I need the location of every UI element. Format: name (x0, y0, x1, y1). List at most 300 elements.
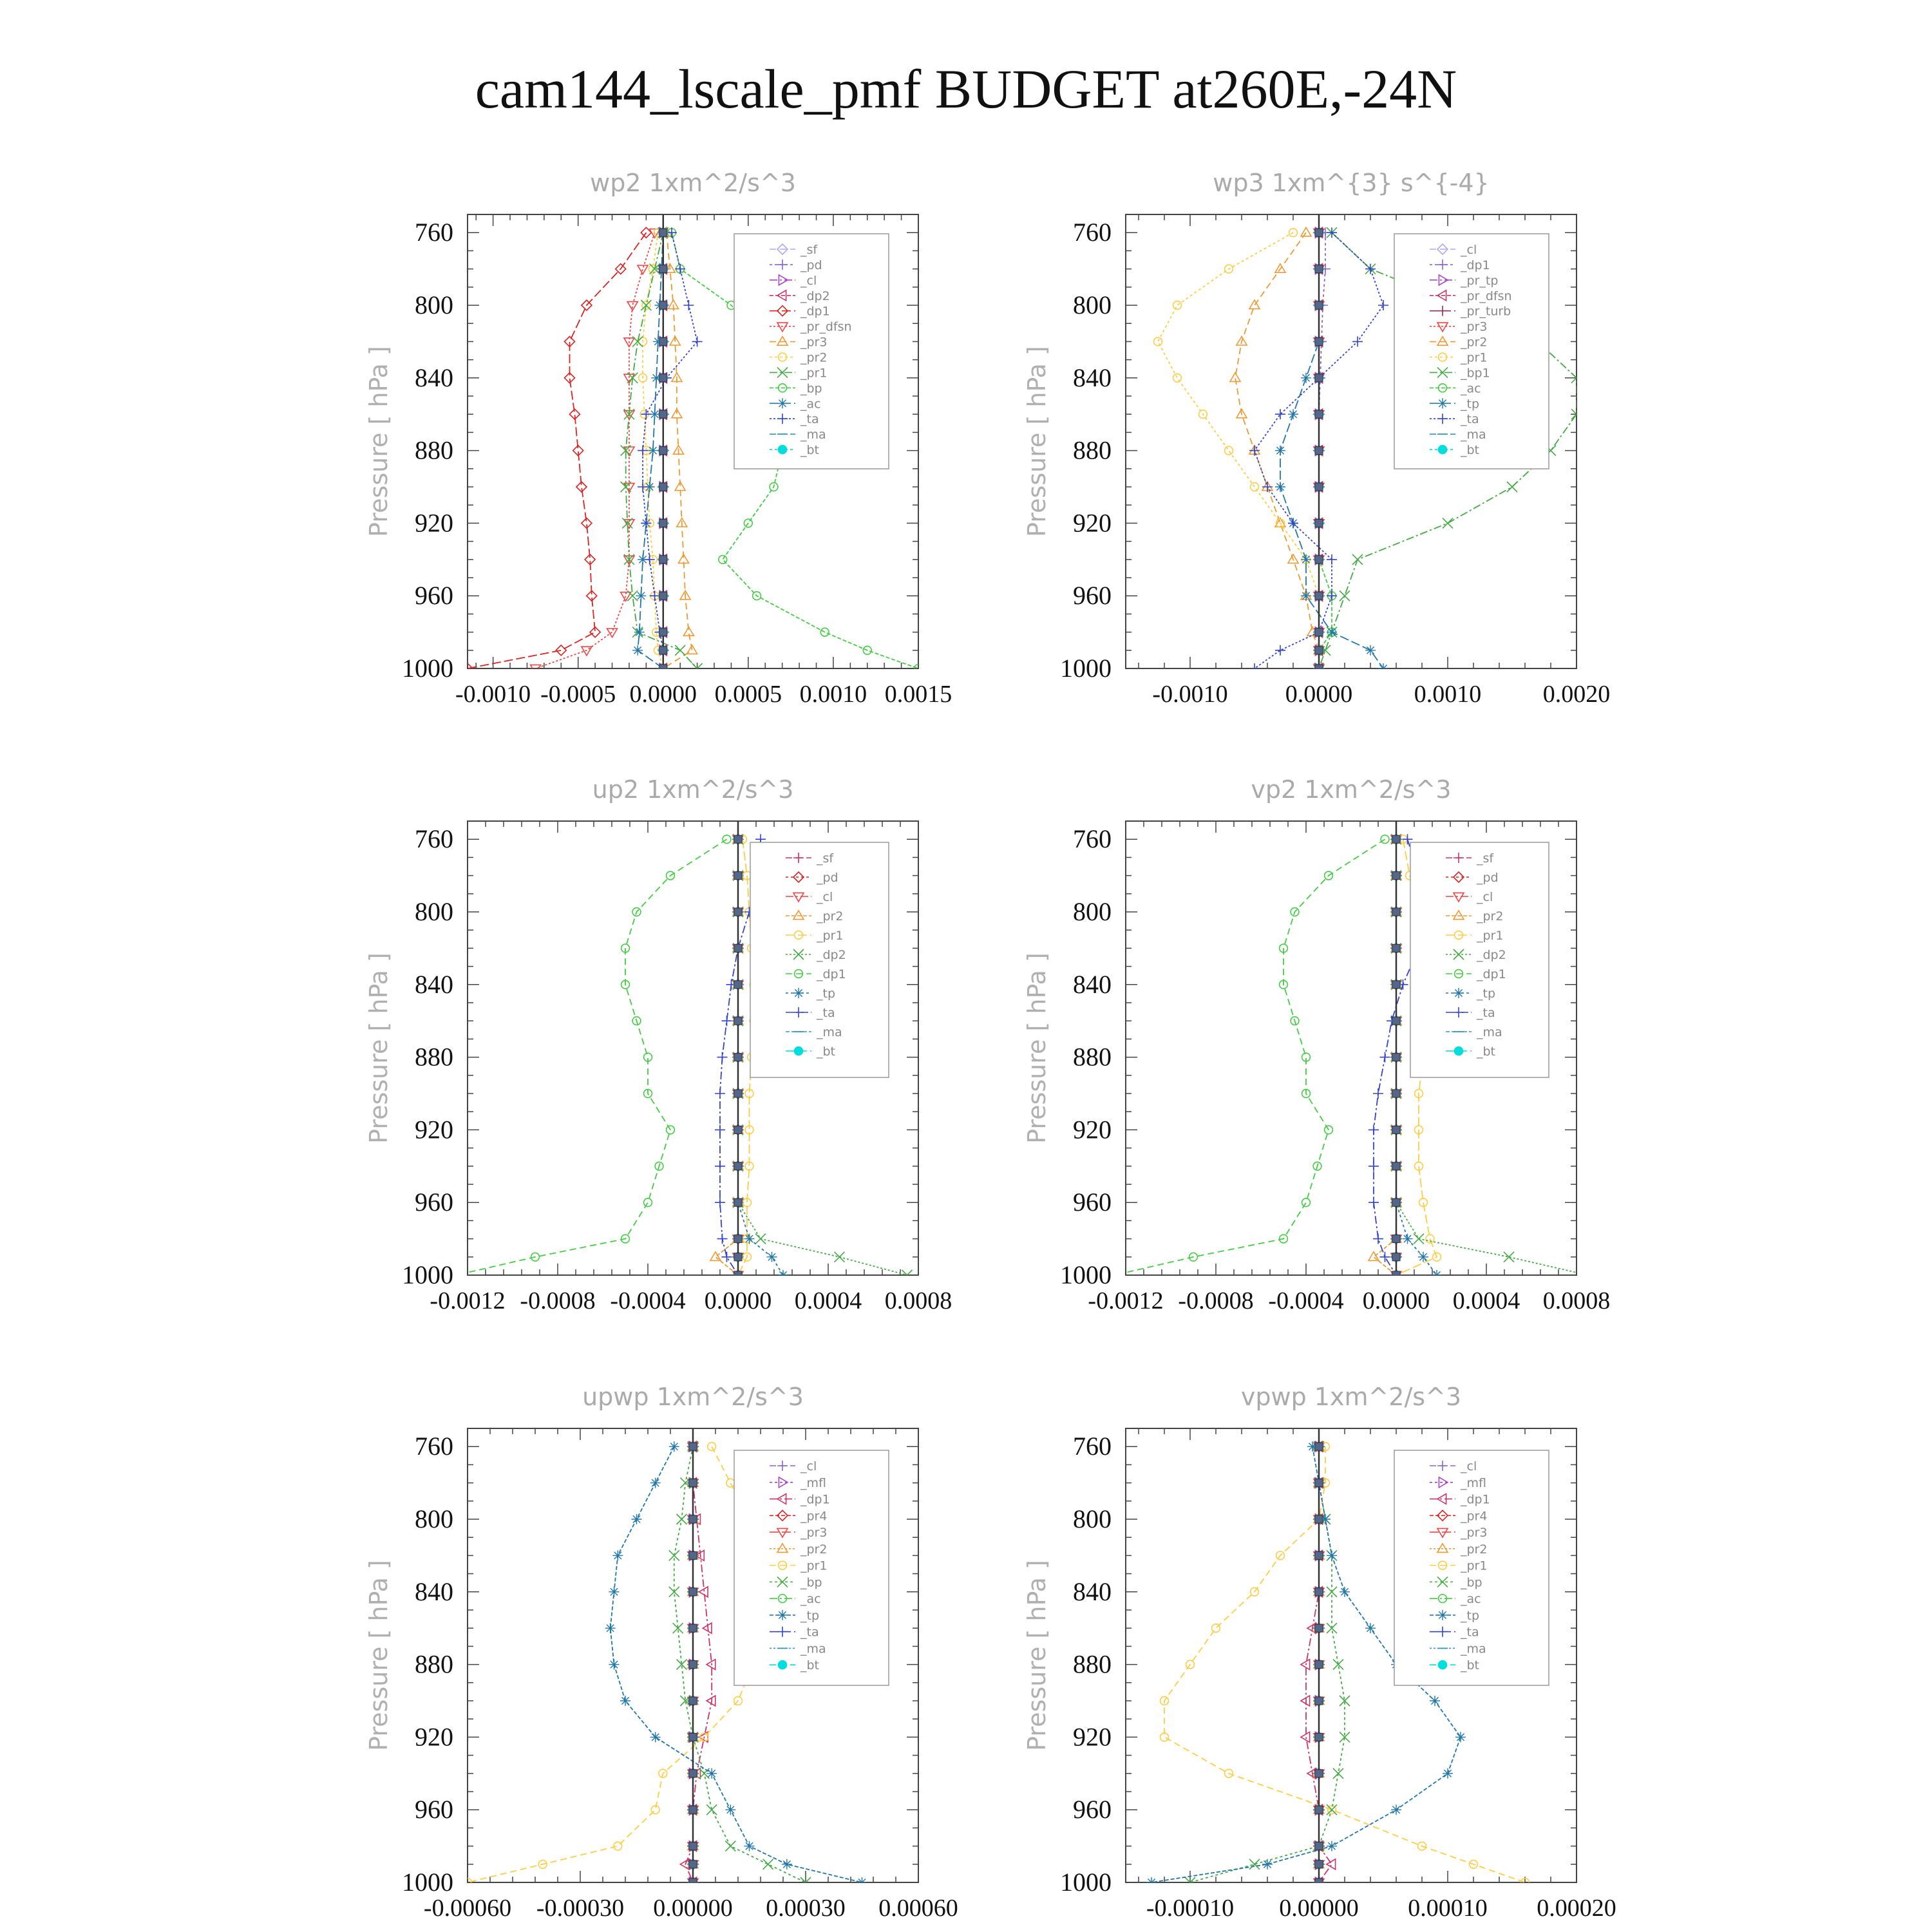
legend-label: _pr3 (800, 1526, 828, 1540)
data-point-ta (715, 1161, 725, 1171)
y-tick-label: 800 (1073, 1504, 1112, 1533)
y-tick-label: 960 (1073, 1795, 1112, 1824)
data-point-ta (1368, 1197, 1379, 1208)
x-tick-label: -0.0010 (1152, 681, 1228, 708)
x-tick-label: -0.0008 (520, 1287, 596, 1314)
data-point-tp (650, 1732, 661, 1742)
data-point-dp2 (835, 1252, 845, 1262)
data-point-bt-marker (734, 1126, 742, 1133)
y-tick-label: 840 (1073, 363, 1112, 392)
legend-label: _pr1 (1461, 1558, 1488, 1573)
legend (1394, 1450, 1549, 1685)
data-point-bt-marker (689, 1879, 697, 1886)
data-point-bp (725, 1841, 735, 1852)
legend-label: _pr4 (800, 1509, 828, 1524)
data-point-bt-marker (659, 556, 667, 564)
chart-panel-up2 (365, 775, 952, 1314)
legend-label: _pr4 (1461, 1509, 1488, 1524)
legend-label: _dp1 (1461, 258, 1490, 272)
x-tick-label: 0.0015 (884, 681, 952, 708)
data-point-pr2 (1301, 227, 1311, 236)
data-point-dp1 (706, 1660, 715, 1670)
x-tick-label: 0.0020 (1542, 681, 1611, 708)
data-point-tp (1146, 1877, 1157, 1888)
y-tick-label: 880 (1073, 435, 1112, 465)
legend-label: _bt (800, 1658, 820, 1673)
legend-label: _ac (1461, 381, 1481, 396)
legend-label: _mfl (800, 1475, 826, 1490)
data-point-bt-marker (1315, 483, 1323, 491)
x-tick-label: 0.0010 (799, 681, 867, 708)
series-line-dp1 (1115, 839, 1385, 1275)
y-tick-label: 960 (415, 1188, 453, 1217)
legend-label: _ma (1461, 428, 1486, 442)
x-tick-label: 0.0010 (1414, 681, 1482, 708)
legend-marker (777, 398, 788, 408)
legend-label: _pr3 (800, 335, 828, 350)
y-tick-label: 920 (1073, 1115, 1112, 1144)
series-line-pr_dfsn (536, 232, 655, 668)
data-point-bt-marker (734, 1162, 742, 1170)
data-point-ta (1368, 1161, 1379, 1171)
data-point-bt-marker (734, 1271, 742, 1279)
data-point-bt-marker (1315, 229, 1323, 236)
data-point-bt-marker (734, 1198, 742, 1206)
data-point-bt-marker (734, 908, 742, 916)
data-point-pr_dfsn (531, 665, 541, 674)
data-point-bt-marker (1315, 1879, 1323, 1886)
data-point-bt-marker (1315, 447, 1323, 455)
data-point-tp (605, 1623, 616, 1633)
legend-label: _pr2 (1461, 335, 1488, 350)
data-point-bt-marker (1315, 1842, 1323, 1850)
y-tick-label: 760 (1073, 218, 1112, 247)
data-point-bt-marker (689, 1733, 697, 1741)
data-point-bt-marker (1315, 665, 1323, 672)
data-point-bt-marker (1392, 908, 1400, 916)
y-axis-label: Pressure [ hPa ] (1023, 1560, 1051, 1751)
legend-label: _bt (1461, 1658, 1480, 1673)
data-point-bt-marker (659, 265, 667, 273)
data-point-pr1 (1173, 374, 1182, 382)
y-tick-label: 1000 (402, 654, 453, 683)
y-tick-label: 840 (1073, 1577, 1112, 1606)
data-point-ac (634, 627, 645, 638)
series-line-dp1 (468, 232, 646, 668)
legend-label: _bp (800, 1575, 822, 1590)
data-point-tp (669, 1441, 679, 1452)
data-point-dp2 (1583, 1270, 1593, 1280)
data-point-tp (1443, 1768, 1453, 1779)
legend-label: _cl (1461, 1459, 1477, 1473)
y-tick-label: 920 (1073, 508, 1112, 538)
data-point-bt-marker (734, 1054, 742, 1061)
x-tick-label: -0.00030 (536, 1895, 625, 1922)
data-point-dp1 (644, 1198, 652, 1207)
y-axis-label: Pressure [ hPa ] (1023, 346, 1051, 537)
data-point-bt-marker (1315, 1806, 1323, 1814)
data-point-bt-marker (1315, 1733, 1323, 1741)
data-point-bt-marker (734, 1090, 742, 1097)
data-point-tp (1430, 1696, 1440, 1706)
data-point-tp (1391, 1804, 1401, 1815)
panel-title: vp2 1xm^2/s^3 (1251, 775, 1452, 804)
data-point-bt-marker (659, 483, 667, 491)
data-point-bt-marker (1392, 872, 1400, 880)
data-point-bp (1249, 1859, 1260, 1870)
data-point-ac (636, 591, 646, 601)
data-point-pr1 (1212, 1624, 1220, 1633)
legend-label: _pr_turb (1461, 304, 1511, 319)
legend-label: _pr2 (1461, 1542, 1488, 1557)
data-point-bt-marker (1315, 374, 1323, 382)
series-line-dp1 (457, 839, 727, 1275)
data-point-dp1 (699, 1587, 708, 1597)
data-point-bt-marker (1392, 1198, 1400, 1206)
data-point-bt-marker (1315, 1770, 1323, 1777)
data-point-pr1 (614, 1842, 622, 1850)
y-tick-label: 1000 (1060, 1868, 1112, 1897)
data-point-bt-marker (1315, 1551, 1323, 1559)
legend-label: _pr3 (1461, 1526, 1488, 1540)
legend (1410, 842, 1549, 1077)
data-point-dp2 (1504, 1252, 1514, 1262)
data-point-dp1 (1301, 1660, 1310, 1670)
legend-label: _tp (800, 1608, 820, 1623)
data-point-bt-marker (689, 1661, 697, 1669)
legend-label: _dp2 (1477, 948, 1506, 962)
x-tick-label: -0.00010 (1146, 1895, 1235, 1922)
y-tick-label: 960 (1073, 581, 1112, 611)
legend-label: _bt (1461, 443, 1480, 458)
data-point-tp (1327, 1841, 1337, 1852)
y-tick-label: 760 (1073, 824, 1112, 854)
legend-label: _bt (800, 443, 820, 458)
data-point-bt-marker (1392, 1235, 1400, 1243)
legend-label: _pr1 (1477, 929, 1504, 943)
legend-label: _pr3 (1461, 319, 1488, 334)
data-point-tp (1301, 591, 1311, 601)
legend-marker (794, 1046, 803, 1056)
data-point-tp (782, 1859, 792, 1870)
y-tick-label: 840 (415, 1577, 453, 1606)
data-point-tp (1262, 1859, 1273, 1870)
x-tick-label: -0.0004 (610, 1287, 686, 1314)
legend-label: _ma (1477, 1025, 1502, 1039)
data-point-bt-marker (1392, 1126, 1400, 1133)
data-point-bt-marker (659, 665, 667, 672)
legend-label: _ac (1461, 1592, 1481, 1607)
legend-label: _ma (800, 428, 826, 442)
chart-panel-wp2 (365, 169, 952, 708)
data-point-bt-marker (1392, 835, 1400, 843)
x-tick-label: 0.0000 (629, 681, 697, 708)
x-tick-label: 0.0008 (884, 1287, 952, 1314)
data-point-bt-marker (1392, 1253, 1400, 1261)
legend-marker (1438, 445, 1447, 454)
data-point-bt-marker (734, 835, 742, 843)
legend-label: _dp1 (1477, 967, 1506, 981)
legend-label: _pr1 (800, 1558, 828, 1573)
data-point-bp (719, 555, 727, 564)
data-point-bt-marker (1315, 1588, 1323, 1596)
y-tick-label: 1000 (1060, 654, 1112, 683)
data-point-bt-marker (689, 1479, 697, 1487)
data-point-tp (1301, 373, 1311, 383)
legend-label: _cl (1477, 890, 1493, 904)
x-tick-label: 0.00000 (1279, 1895, 1359, 1922)
figure-title: cam144_lscale_pmf BUDGET at260E,-24N (475, 58, 1457, 120)
data-point-dp1 (452, 1271, 460, 1280)
data-point-tp (1378, 663, 1388, 674)
x-tick-label: 0.0004 (794, 1287, 862, 1314)
data-point-bt-marker (659, 592, 667, 600)
x-tick-label: 0.0000 (704, 1287, 772, 1314)
data-point-ta (1249, 663, 1260, 674)
x-tick-label: 0.0005 (714, 681, 782, 708)
data-point-bt-marker (1315, 301, 1323, 309)
data-point-ta (1275, 645, 1285, 656)
y-tick-label: 840 (1073, 969, 1112, 999)
data-point-bt-marker (734, 1235, 742, 1243)
chart-panel-vp2 (1023, 775, 1610, 1314)
data-point-dp1 (1302, 1198, 1311, 1207)
data-point-pr_dfsn (607, 629, 618, 638)
data-point-tp (778, 1270, 788, 1280)
data-point-ta (715, 1124, 725, 1135)
x-tick-label: 0.00020 (1537, 1895, 1616, 1922)
data-point-bp1 (1443, 518, 1453, 528)
legend-marker (778, 1660, 787, 1669)
data-point-bp (677, 1514, 687, 1524)
data-point-bt-marker (689, 1842, 697, 1850)
data-point-ac (648, 446, 658, 456)
y-tick-label: 920 (1073, 1722, 1112, 1752)
y-axis-label: Pressure [ hPa ] (365, 346, 393, 537)
data-point-bt-marker (659, 229, 667, 236)
data-point-bt-marker (659, 337, 667, 345)
legend (750, 842, 889, 1077)
legend-label: _pr_dfsn (1461, 289, 1512, 303)
y-tick-label: 880 (415, 1042, 453, 1072)
data-point-pr1 (726, 1479, 735, 1487)
x-tick-label: -0.0008 (1178, 1287, 1254, 1314)
panel-title: wp2 1xm^2/s^3 (590, 169, 796, 197)
x-tick-label: 0.00060 (878, 1895, 958, 1922)
data-point-bt-marker (734, 872, 742, 880)
legend-label: _ma (817, 1025, 842, 1039)
data-point-tp (725, 1804, 735, 1815)
data-point-ta (675, 264, 685, 274)
x-tick-label: -0.0010 (455, 681, 531, 708)
data-point-ta (715, 1088, 725, 1099)
data-point-tp (1340, 1587, 1350, 1597)
legend-label: _tp (1461, 397, 1480, 412)
chart-panel-wp3 (1023, 169, 1610, 708)
y-axis-label: Pressure [ hPa ] (365, 952, 393, 1144)
legend-marker (778, 445, 787, 454)
data-point-bt-marker (1315, 1624, 1323, 1632)
data-point-tp (609, 1587, 620, 1597)
data-point-bp (1333, 1660, 1343, 1670)
data-point-ta (717, 1234, 728, 1244)
data-point-bt-marker (1392, 944, 1400, 952)
legend-label: _cl (1461, 243, 1477, 257)
legend-label: _pd (817, 871, 838, 885)
legend-label: _dp2 (817, 948, 846, 962)
data-point-bt-marker (1315, 1443, 1323, 1450)
y-tick-label: 920 (415, 508, 453, 538)
data-point-bt-marker (689, 1624, 697, 1632)
y-tick-label: 960 (415, 581, 453, 611)
data-point-ac (632, 645, 643, 656)
data-point-bt-marker (689, 1770, 697, 1777)
legend-label: _bp (800, 381, 822, 396)
y-tick-label: 960 (415, 1795, 453, 1824)
y-tick-label: 1000 (402, 1868, 453, 1897)
data-point-bt-marker (1315, 592, 1323, 600)
data-point-bt-marker (1315, 1697, 1323, 1705)
data-point-bt-marker (659, 301, 667, 309)
legend-label: _ac (800, 397, 821, 412)
legend (1394, 234, 1549, 469)
data-point-ta (683, 300, 694, 310)
legend-label: _pr_tp (1461, 273, 1499, 288)
x-tick-label: 0.0004 (1452, 1287, 1520, 1314)
y-tick-label: 800 (1073, 897, 1112, 926)
data-point-bt-marker (1315, 629, 1323, 636)
data-point-pr1 (708, 1443, 716, 1451)
data-point-pr1 (1173, 301, 1182, 310)
y-tick-label: 800 (415, 897, 453, 926)
y-tick-label: 880 (415, 1649, 453, 1679)
data-point-tp (612, 1550, 623, 1560)
legend-label: _dp1 (800, 1492, 830, 1507)
data-point-bt-marker (1315, 337, 1323, 345)
data-point-bp (1327, 1623, 1337, 1633)
legend-marker (793, 988, 804, 998)
legend-label: _sf (1477, 851, 1494, 866)
y-tick-label: 880 (1073, 1042, 1112, 1072)
data-point-ta (1378, 300, 1388, 310)
x-tick-label: 0.0000 (1285, 681, 1353, 708)
legend-marker (777, 1610, 788, 1620)
data-point-tp (1301, 554, 1311, 565)
data-point-bt-marker (659, 410, 667, 418)
data-point-bp1 (1352, 554, 1363, 565)
legend-label: _dp2 (800, 289, 830, 303)
x-tick-label: -0.0012 (430, 1287, 506, 1314)
data-point-bt-marker (659, 447, 667, 455)
panel-title: up2 1xm^2/s^3 (592, 775, 794, 804)
data-point-tp (744, 1841, 755, 1852)
legend-marker (1454, 988, 1464, 998)
x-tick-label: 0.00010 (1408, 1895, 1488, 1922)
legend-label: _ta (1461, 1625, 1479, 1640)
chart-panel-upwp (365, 1383, 958, 1922)
y-tick-label: 840 (415, 363, 453, 392)
legend-label: _bp1 (1461, 366, 1490, 381)
y-tick-label: 1000 (1060, 1260, 1112, 1289)
legend-label: _ta (817, 1006, 835, 1020)
legend-label: _pr_dfsn (800, 319, 852, 334)
legend-label: _ma (800, 1642, 826, 1656)
legend-label: _ac (800, 1592, 821, 1607)
data-point-ta (1352, 336, 1363, 346)
data-point-dp1 (1327, 1859, 1336, 1870)
y-tick-label: 760 (415, 1432, 453, 1461)
data-point-bt-marker (1392, 1271, 1400, 1279)
y-tick-label: 1000 (402, 1260, 453, 1289)
legend-label: _dp1 (800, 304, 830, 319)
data-point-bp1 (1507, 482, 1517, 492)
legend-label: _tp (1477, 987, 1496, 1001)
data-point-pr1 (651, 1806, 659, 1814)
data-point-bt-marker (1315, 556, 1323, 564)
legend-label: _ta (800, 1625, 819, 1640)
panel-title: vpwp 1xm^2/s^3 (1240, 1383, 1462, 1411)
data-point-ta (717, 1052, 728, 1063)
data-point-bt-marker (659, 629, 667, 636)
legend-label: _pr2 (800, 350, 828, 365)
x-tick-label: 0.0000 (1362, 1287, 1430, 1314)
data-point-bt-marker (1315, 1861, 1323, 1868)
legend-label: _ta (800, 412, 819, 427)
data-point-tp (1365, 645, 1376, 656)
legend-label: _ta (1477, 1006, 1495, 1020)
data-point-ta (722, 1016, 732, 1026)
y-axis-label: Pressure [ hPa ] (1023, 952, 1051, 1144)
data-point-tp (1432, 1270, 1442, 1280)
legend-label: _bt (1477, 1045, 1496, 1059)
data-point-ta (722, 1252, 732, 1262)
data-point-bt-marker (689, 1515, 697, 1523)
data-point-tp (620, 1696, 630, 1706)
x-tick-label: 0.00000 (653, 1895, 733, 1922)
y-tick-label: 760 (1073, 1432, 1112, 1461)
data-point-bp (706, 1804, 717, 1815)
legend-marker (1454, 1046, 1463, 1056)
legend-label: _mfl (1461, 1475, 1486, 1490)
data-point-ta (1380, 1052, 1390, 1063)
legend-label: _cl (800, 1459, 817, 1473)
x-tick-label: -0.0004 (1268, 1287, 1344, 1314)
legend-label: _tp (817, 987, 836, 1001)
x-tick-label: 0.0008 (1542, 1287, 1611, 1314)
legend-marker (1437, 1610, 1448, 1620)
data-point-bt-marker (1315, 1479, 1323, 1487)
legend-marker (1438, 1660, 1447, 1669)
data-point-bt-marker (734, 981, 742, 989)
legend-label: _pr1 (800, 366, 828, 381)
y-tick-label: 800 (415, 290, 453, 319)
data-point-bp (1333, 1768, 1343, 1779)
y-tick-label: 920 (415, 1722, 453, 1752)
data-point-pr_dfsn (627, 301, 638, 310)
data-point-bt-marker (659, 519, 667, 527)
data-point-bt-marker (1392, 1017, 1400, 1025)
legend-label: _dp1 (1461, 1492, 1490, 1507)
y-tick-label: 760 (415, 824, 453, 854)
data-point-bt-marker (689, 1443, 697, 1450)
y-tick-label: 800 (1073, 290, 1112, 319)
legend-label: _ma (1461, 1642, 1486, 1656)
legend-label: _bt (817, 1045, 836, 1059)
y-tick-label: 760 (415, 218, 453, 247)
data-point-dp1 (556, 645, 566, 656)
panel-title: upwp 1xm^2/s^3 (582, 1383, 804, 1411)
data-point-tp (609, 1660, 620, 1670)
